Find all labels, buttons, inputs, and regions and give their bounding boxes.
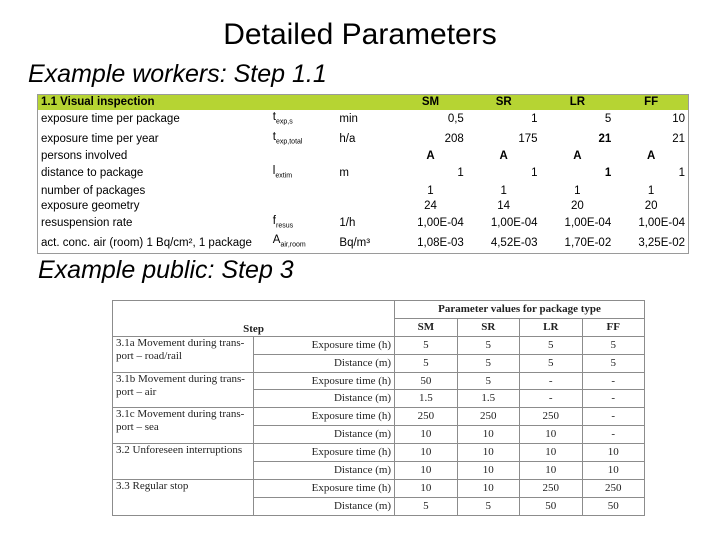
param-label: number of packages: [41, 184, 146, 197]
value-cell: -: [582, 390, 645, 408]
value-cell: 250: [395, 408, 457, 426]
group-header: Parameter values for package type: [395, 301, 645, 319]
param-label: Distance (m): [254, 497, 395, 515]
table-row: [113, 408, 645, 426]
param-symbol: $t_{exp,total}$: [272, 130, 303, 145]
value-cell: 3,25E-02: [638, 236, 685, 249]
table-row: [113, 479, 645, 497]
value-cell: 1: [531, 167, 538, 180]
value-cell: 50: [582, 497, 645, 515]
value-cell: 10: [457, 462, 519, 480]
value-cell: 5: [582, 354, 645, 372]
value-cell: 10: [395, 426, 457, 444]
param-label: Distance (m): [254, 462, 395, 480]
value-cell: 175: [518, 132, 538, 145]
table-row: [38, 214, 688, 233]
col-header: SR: [467, 95, 541, 110]
value-cell: 0,5: [447, 113, 464, 126]
param-label: persons involved: [41, 150, 128, 163]
table-row: [38, 199, 688, 214]
value-cell: 10: [457, 479, 519, 497]
value-cell: 250: [582, 479, 645, 497]
value-cell: 10: [582, 444, 645, 462]
col-header: SM: [394, 95, 467, 110]
public-heading: Example public: Step 3: [38, 256, 294, 284]
value-cell: -: [582, 408, 645, 426]
value-cell: 10: [457, 426, 519, 444]
value-cell: 10: [520, 426, 582, 444]
param-unit: min: [339, 113, 358, 126]
value-cell: 10: [395, 462, 457, 480]
param-label: exposure geometry: [41, 199, 140, 212]
col-header: LR: [520, 318, 582, 336]
table-row: [38, 233, 688, 252]
table-row: [38, 110, 688, 129]
value-cell: 10: [520, 462, 582, 480]
value-cell: 1,70E-02: [564, 236, 612, 249]
value-cell: 1: [647, 184, 655, 197]
col-header: SM: [395, 318, 457, 336]
value-cell: 1: [574, 184, 581, 197]
value-cell: 20: [570, 199, 584, 212]
step-header: Step: [113, 301, 395, 337]
value-cell: A: [646, 150, 656, 163]
value-cell: 5: [582, 336, 645, 354]
col-header: FF: [582, 318, 645, 336]
value-cell: -: [582, 426, 645, 444]
table-row: [38, 149, 688, 164]
param-symbol: $f_{resus}$: [272, 215, 294, 230]
value-cell: -: [520, 372, 582, 390]
value-cell: 20: [644, 199, 658, 212]
value-cell: 1: [531, 113, 538, 126]
header-row: [113, 301, 645, 319]
value-cell: 1,00E-04: [490, 217, 538, 230]
value-cell: A: [573, 150, 582, 163]
value-cell: 10: [395, 444, 457, 462]
value-cell: -: [582, 372, 645, 390]
value-cell: 50: [395, 372, 457, 390]
param-unit: Bq/m³: [339, 236, 371, 249]
param-unit: h/a: [339, 132, 356, 145]
value-cell: 4,52E-03: [490, 236, 538, 249]
table-row: [38, 130, 688, 149]
page-title: Detailed Parameters: [223, 18, 497, 51]
param-unit: 1/h: [339, 217, 356, 230]
value-cell: 10: [395, 479, 457, 497]
value-cell: 250: [520, 479, 582, 497]
param-label: Exposure time (h): [254, 336, 395, 354]
table-row: [113, 444, 645, 462]
param-label: distance to package: [41, 167, 144, 180]
value-cell: 1: [604, 167, 612, 180]
value-cell: 5: [395, 354, 457, 372]
value-cell: 10: [520, 444, 582, 462]
step-label: 3.1a Movement during trans-port – road/rail: [113, 336, 254, 372]
value-cell: 21: [598, 132, 612, 145]
value-cell: A: [426, 150, 435, 163]
param-label: Distance (m): [254, 390, 395, 408]
param-label: act. conc. air (room) 1 Bq/cm², 1 package: [41, 236, 252, 249]
param-symbol: $A_{air,room}$: [272, 234, 306, 249]
param-unit: m: [339, 167, 349, 180]
param-symbol: $t_{exp,s}$: [272, 111, 293, 126]
step-label: 3.3 Regular stop: [113, 479, 254, 515]
workers-heading: Example workers: Step 1.1: [28, 60, 327, 88]
value-cell: 5: [457, 372, 519, 390]
value-cell: 208: [444, 132, 464, 145]
workers-header-row: [38, 95, 688, 110]
param-label: exposure time per package: [41, 113, 180, 126]
value-cell: -: [520, 390, 582, 408]
value-cell: 10: [672, 113, 685, 126]
value-cell: 1,08E-03: [417, 236, 464, 249]
value-cell: 1: [427, 184, 434, 197]
col-header: FF: [614, 95, 688, 110]
param-label: Exposure time (h): [254, 408, 395, 426]
value-cell: 250: [520, 408, 582, 426]
value-cell: 1,00E-04: [638, 217, 685, 230]
param-symbol: $l_{extim}$: [272, 165, 293, 180]
value-cell: 10: [582, 462, 645, 480]
param-label: exposure time per year: [41, 132, 159, 145]
col-header: SR: [457, 318, 519, 336]
table-row: [38, 183, 688, 198]
param-label: Exposure time (h): [254, 444, 395, 462]
value-cell: 1: [678, 167, 685, 180]
col-header: LR: [541, 95, 615, 110]
public-table: [112, 300, 645, 516]
param-label: Distance (m): [254, 426, 395, 444]
value-cell: 10: [457, 444, 519, 462]
value-cell: 1: [457, 167, 464, 180]
value-cell: 5: [520, 336, 582, 354]
value-cell: 5: [395, 336, 457, 354]
value-cell: 250: [457, 408, 519, 426]
step-label: 3.2 Unforeseen interruptions: [113, 444, 254, 480]
value-cell: 1.5: [457, 390, 519, 408]
table-row: [113, 372, 645, 390]
value-cell: 5: [395, 497, 457, 515]
value-cell: 5: [457, 354, 519, 372]
section-title: 1.1 Visual inspection: [38, 95, 270, 110]
param-label: Exposure time (h): [254, 372, 395, 390]
value-cell: 1.5: [395, 390, 457, 408]
step-label: 3.1b Movement during trans-port – air: [113, 372, 254, 408]
table-row: [113, 336, 645, 354]
value-cell: A: [499, 150, 508, 163]
value-cell: 1,00E-04: [417, 217, 464, 230]
workers-table: [37, 94, 689, 254]
value-cell: 1: [500, 184, 507, 197]
param-label: Distance (m): [254, 354, 395, 372]
value-cell: 5: [604, 113, 612, 126]
table-row: [38, 164, 688, 183]
value-cell: 50: [520, 497, 582, 515]
value-cell: 24: [424, 199, 437, 212]
param-label: Exposure time (h): [254, 479, 395, 497]
value-cell: 5: [457, 336, 519, 354]
value-cell: 21: [672, 132, 685, 145]
value-cell: 5: [457, 497, 519, 515]
step-label: 3.1c Movement during trans-port – sea: [113, 408, 254, 444]
value-cell: 1,00E-04: [564, 217, 612, 230]
value-cell: 5: [520, 354, 582, 372]
param-label: resuspension rate: [41, 217, 133, 230]
value-cell: 14: [497, 199, 511, 212]
